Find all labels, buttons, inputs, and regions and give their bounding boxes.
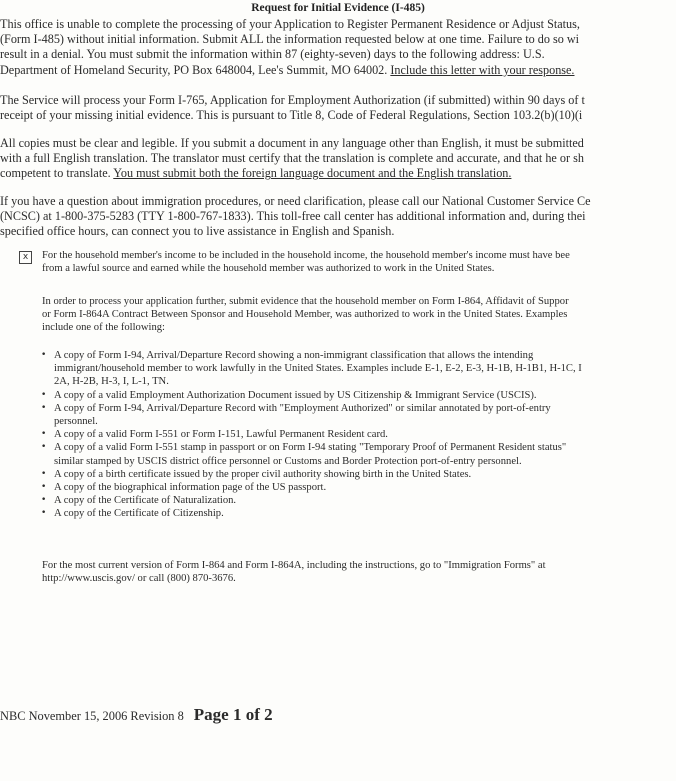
- list-item-text: A copy of a valid Form I-551 stamp in passport or on Form I-94 stating "Temporary Proof of Permanent Resident status": [54, 442, 567, 454]
- bullet-icon: •: [41, 389, 47, 400]
- page-number: Page 1 of 2: [193, 705, 273, 724]
- evidence-list-item: [41, 494, 676, 507]
- translation-requirement-note: You must submit both the foreign language document and the English translation.: [113, 166, 512, 181]
- footer-revision-text: NBC November 15, 2006 Revision 8: [0, 709, 184, 723]
- paragraph-translation-requirements: [0, 136, 676, 182]
- evidence-list-item: [41, 402, 676, 428]
- include-letter-note: Include this letter with your response.: [390, 62, 575, 77]
- text-line: receipt of your missing initial evidence. This is pursuant to Title 8, Code of Federal Regulations, Section 103.2(b)(10)(i: [0, 108, 583, 123]
- list-item-text: immigrant/household member to work lawfully in the United States. Examples include E-1, E-2, E-3, H-1B, H-1B1, H-1C, I: [54, 363, 582, 375]
- text-line: specified office hours, can connect you to live assistance in English and Spanish.: [0, 224, 395, 239]
- text-line: This office is unable to complete the processing of your Application to Register Permanent Residence or Adjust Status,: [0, 17, 580, 31]
- text-line: http://www.uscis.gov/ or call (800) 870-3676.: [42, 573, 236, 585]
- list-item-text: similar stamped by USCIS district office personnel or Customs and Border Protection port-of-entry personnel.: [54, 455, 522, 467]
- bullet-icon: •: [41, 482, 47, 493]
- document-title: Request for Initial Evidence (I-485): [251, 2, 425, 14]
- evidence-list-item: [41, 441, 676, 467]
- evidence-list-item: [41, 468, 676, 481]
- list-item-text: A copy of a valid Employment Authorization Document issued by US Citizenship & Immigrant Service (USCIS).: [54, 389, 537, 401]
- page-footer: [0, 705, 273, 725]
- text-line: In order to process your application further, submit evidence that the household member on Form I-864, Affidavit of Suppor: [42, 296, 569, 307]
- bullet-icon: •: [41, 495, 47, 506]
- bullet-icon: •: [41, 442, 47, 453]
- text-line: For the most current version of Form I-864 and Form I-864A, including the instructions, go to "Immigration Forms" at: [42, 560, 546, 571]
- evidence-list-item: [41, 349, 676, 389]
- text-line: or Form I-864A Contract Between Sponsor and Household Member, was authorized to work in the United States. Examples: [42, 309, 568, 321]
- bullet-icon: •: [41, 429, 47, 440]
- paragraph-employment-authorization: [0, 93, 676, 123]
- forms-info-paragraph: [42, 559, 676, 585]
- evidence-checkbox[interactable]: x: [19, 251, 32, 264]
- list-item-text: A copy of a valid Form I-551 or Form I-151, Lawful Permanent Resident card.: [54, 429, 388, 441]
- evidence-bullet-list: [41, 349, 676, 521]
- address-text: Department of Homeland Security, PO Box 648004, Lee's Summit, MO 64002.: [0, 62, 391, 77]
- bullet-icon: •: [41, 468, 47, 479]
- text-line: For the household member's income to be included in the household income, the household member's income must have bee: [42, 250, 570, 261]
- list-item-text: personnel.: [54, 416, 98, 428]
- paragraph-customer-service: [0, 194, 676, 240]
- bullet-icon: •: [41, 350, 47, 360]
- evidence-list-item: [41, 428, 676, 441]
- evidence-list-item: [41, 507, 676, 520]
- list-item-text: A copy of the biographical information page of the US passport.: [54, 482, 327, 494]
- list-item-text: A copy of Form I-94, Arrival/Departure Record with "Employment Authorized" or similar annotated by port-of-entry: [54, 402, 551, 414]
- list-item-text: A copy of the Certificate of Citizenship.: [54, 508, 224, 520]
- list-item-text: A copy of a birth certificate issued by the proper civil authority showing birth in the United States.: [54, 468, 472, 480]
- text-line: result in a denial. You must submit the information within 87 (eighty-seven) days to the following address: U.S.: [0, 47, 545, 62]
- translate-text: competent to translate.: [0, 166, 114, 181]
- text-line: If you have a question about immigration procedures, or need clarification, please call our National Customer Service Ce: [0, 194, 591, 208]
- evidence-request-paragraph: [42, 295, 676, 335]
- text-line: include one of the following:: [42, 322, 165, 334]
- text-line: with a full English translation. The translator must certify that the translation is complete and accurate, and that he or sh: [0, 151, 584, 166]
- bullet-icon: •: [41, 402, 47, 413]
- household-income-note: [42, 249, 676, 275]
- list-item-text: A copy of the Certificate of Naturalization.: [54, 495, 237, 507]
- list-item-text: A copy of Form I-94, Arrival/Departure Record showing a non-immigrant classification that allows the intending: [54, 350, 534, 361]
- text-line: [0, 63, 676, 78]
- paragraph-submission-instructions: [0, 17, 676, 78]
- list-item-text: 2A, H-2B, H-3, I, L-1, TN.: [54, 376, 169, 388]
- text-line: All copies must be clear and legible. If you submit a document in any language other than English, it must be submitted: [0, 136, 584, 150]
- evidence-list-item: [41, 481, 676, 494]
- text-line: The Service will process your Form I-765, Application for Employment Authorization (if submitted) within 90 days of t: [0, 93, 585, 107]
- evidence-list-item: [41, 389, 676, 402]
- text-line: (Form I-485) without initial information. Submit ALL the information requested below at one time. Failure to do so wi: [0, 32, 580, 47]
- text-line: from a lawful source and earned while the household member was authorized to work in the United States.: [42, 263, 495, 275]
- bullet-icon: •: [41, 508, 47, 519]
- text-line: (NCSC) at 1-800-375-5283 (TTY 1-800-767-1833). This toll-free call center has additional information and, during thei: [0, 209, 586, 224]
- text-line: [0, 166, 676, 181]
